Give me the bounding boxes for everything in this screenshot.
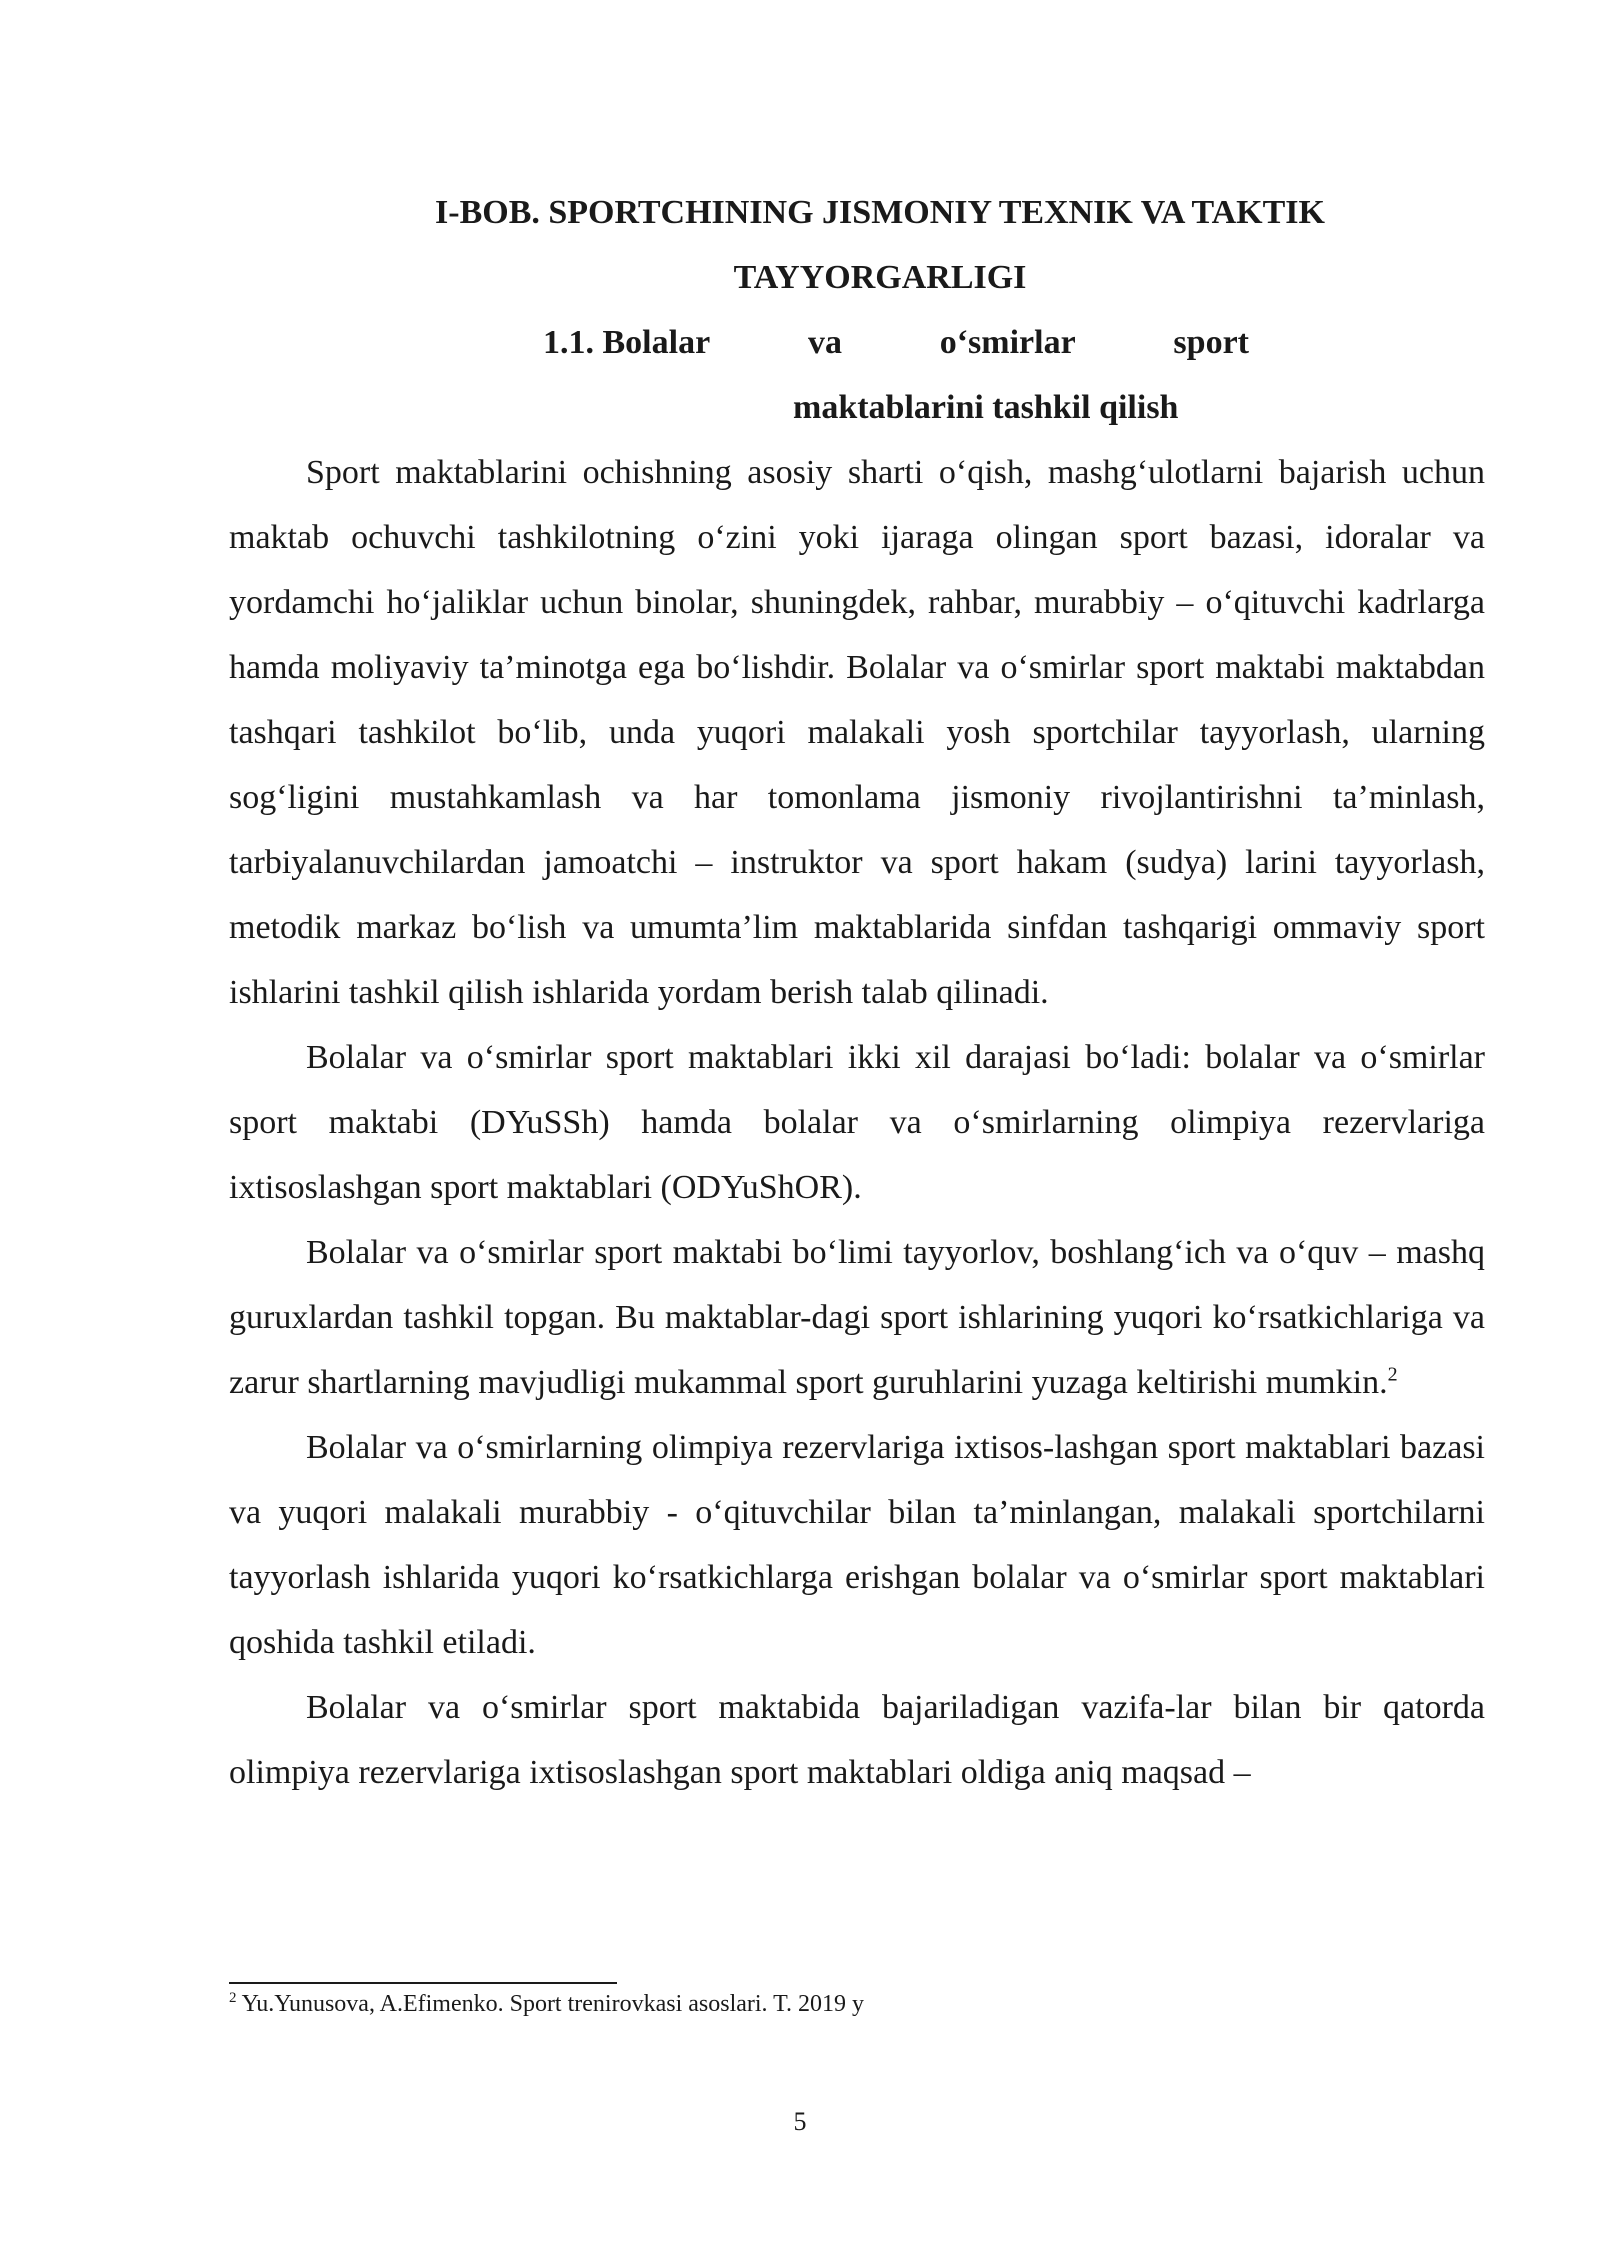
chapter-title-line-1: I-BOB. SPORTCHINING JISMONIY TEXNIK VA TAKTIK (435, 194, 1325, 231)
paragraph (229, 1220, 1485, 1415)
paragraph: Bolalar va o‘smirlar sport maktablari ikki xil darajasi bo‘ladi: bolalar va o‘smirlar sport maktabi (DYuSSh) hamda bolalar va o‘smirlarning olimpiya rezervlariga ixtisoslashgan sport maktablari (ODYuShOR). (229, 1039, 1485, 1206)
page-number: 5 (793, 2107, 807, 2136)
footnote (229, 1987, 864, 2021)
section-title-line-2: maktablarini tashkil qilish (793, 389, 1179, 426)
section-title-word: va (807, 324, 842, 361)
section-title-word: o‘smirlar (939, 324, 1076, 361)
footnote-text: Yu.Yunusova, A.Efimenko. Sport trenirovkasi asoslari. T. 2019 y (236, 1991, 864, 2017)
section-title-word: 1.1. Bolalar (543, 324, 711, 361)
paragraph: Bolalar va o‘smirlarning olimpiya rezervlariga ixtisos-lashgan sport maktablari bazasi va yuqori malakali murabbiy - o‘qituvchilar bilan ta’minlangan, malakali sportchilarni tayyorlash ishlarida yuqori ko‘rsatkichlarga erishgan bolalar va o‘smirlar sport maktablari qoshida tashkil etiladi. (229, 1429, 1485, 1661)
paragraph: Sport maktablarini ochishning asosiy sharti o‘qish, mashg‘ulotlarni bajarish uchun maktab ochuvchi tashkilotning o‘zini yoki ijaraga olingan sport bazasi, idoralar va yordamchi ho‘jaliklar uchun binolar, shuningdek, rahbar, murabbiy – o‘qituvchi kadrlarga hamda moliyaviy ta’minotga ega bo‘lishdir. Bolalar va o‘smirlar sport maktabi maktabdan tashqari tashkilot bo‘lib, unda yuqori malakali yosh sportchilar tayyorlash, ularning sog‘ligini mustahkamlash va har tomonlama jismoniy rivojlantirishni ta’minlash, tarbiyalanuvchilardan jamoatchi – instruktor va sport hakam (sudya) larini tayyorlash, metodik markaz bo‘lish va umumta’lim maktablarida sinfdan tashqarigi ommaviy sport ishlarini tashkil qilish ishlarida yordam berish talab qilinadi. (229, 454, 1485, 1011)
section-title-line-1 (543, 310, 1249, 375)
section-title-word: sport (1173, 324, 1249, 361)
footnote-marker: 2 (229, 1990, 237, 2006)
footnote-reference: 2 (1387, 1363, 1398, 1386)
chapter-title-line-2: TAYYORGARLIGI (733, 259, 1027, 296)
paragraph-text: Bolalar va o‘smirlar sport maktabi bo‘limi tayyorlov, boshlang‘ich va o‘quv – mashq guruxlardan tashkil topgan. Bu maktablar-dagi sport ishlarining yuqori ko‘rsatkichlariga va zarur shartlarning mavjudligi mukammal sport guruhlarini yuzaga keltirishi mumkin. (229, 1234, 1485, 1401)
body-text (229, 440, 1485, 1805)
footnote-separator (229, 1982, 617, 1984)
paragraph: Bolalar va o‘smirlar sport maktabida bajariladigan vazifa-lar bilan bir qatorda olimpiya rezervlariga ixtisoslashgan sport maktablari oldiga aniq maqsad – (229, 1689, 1485, 1791)
